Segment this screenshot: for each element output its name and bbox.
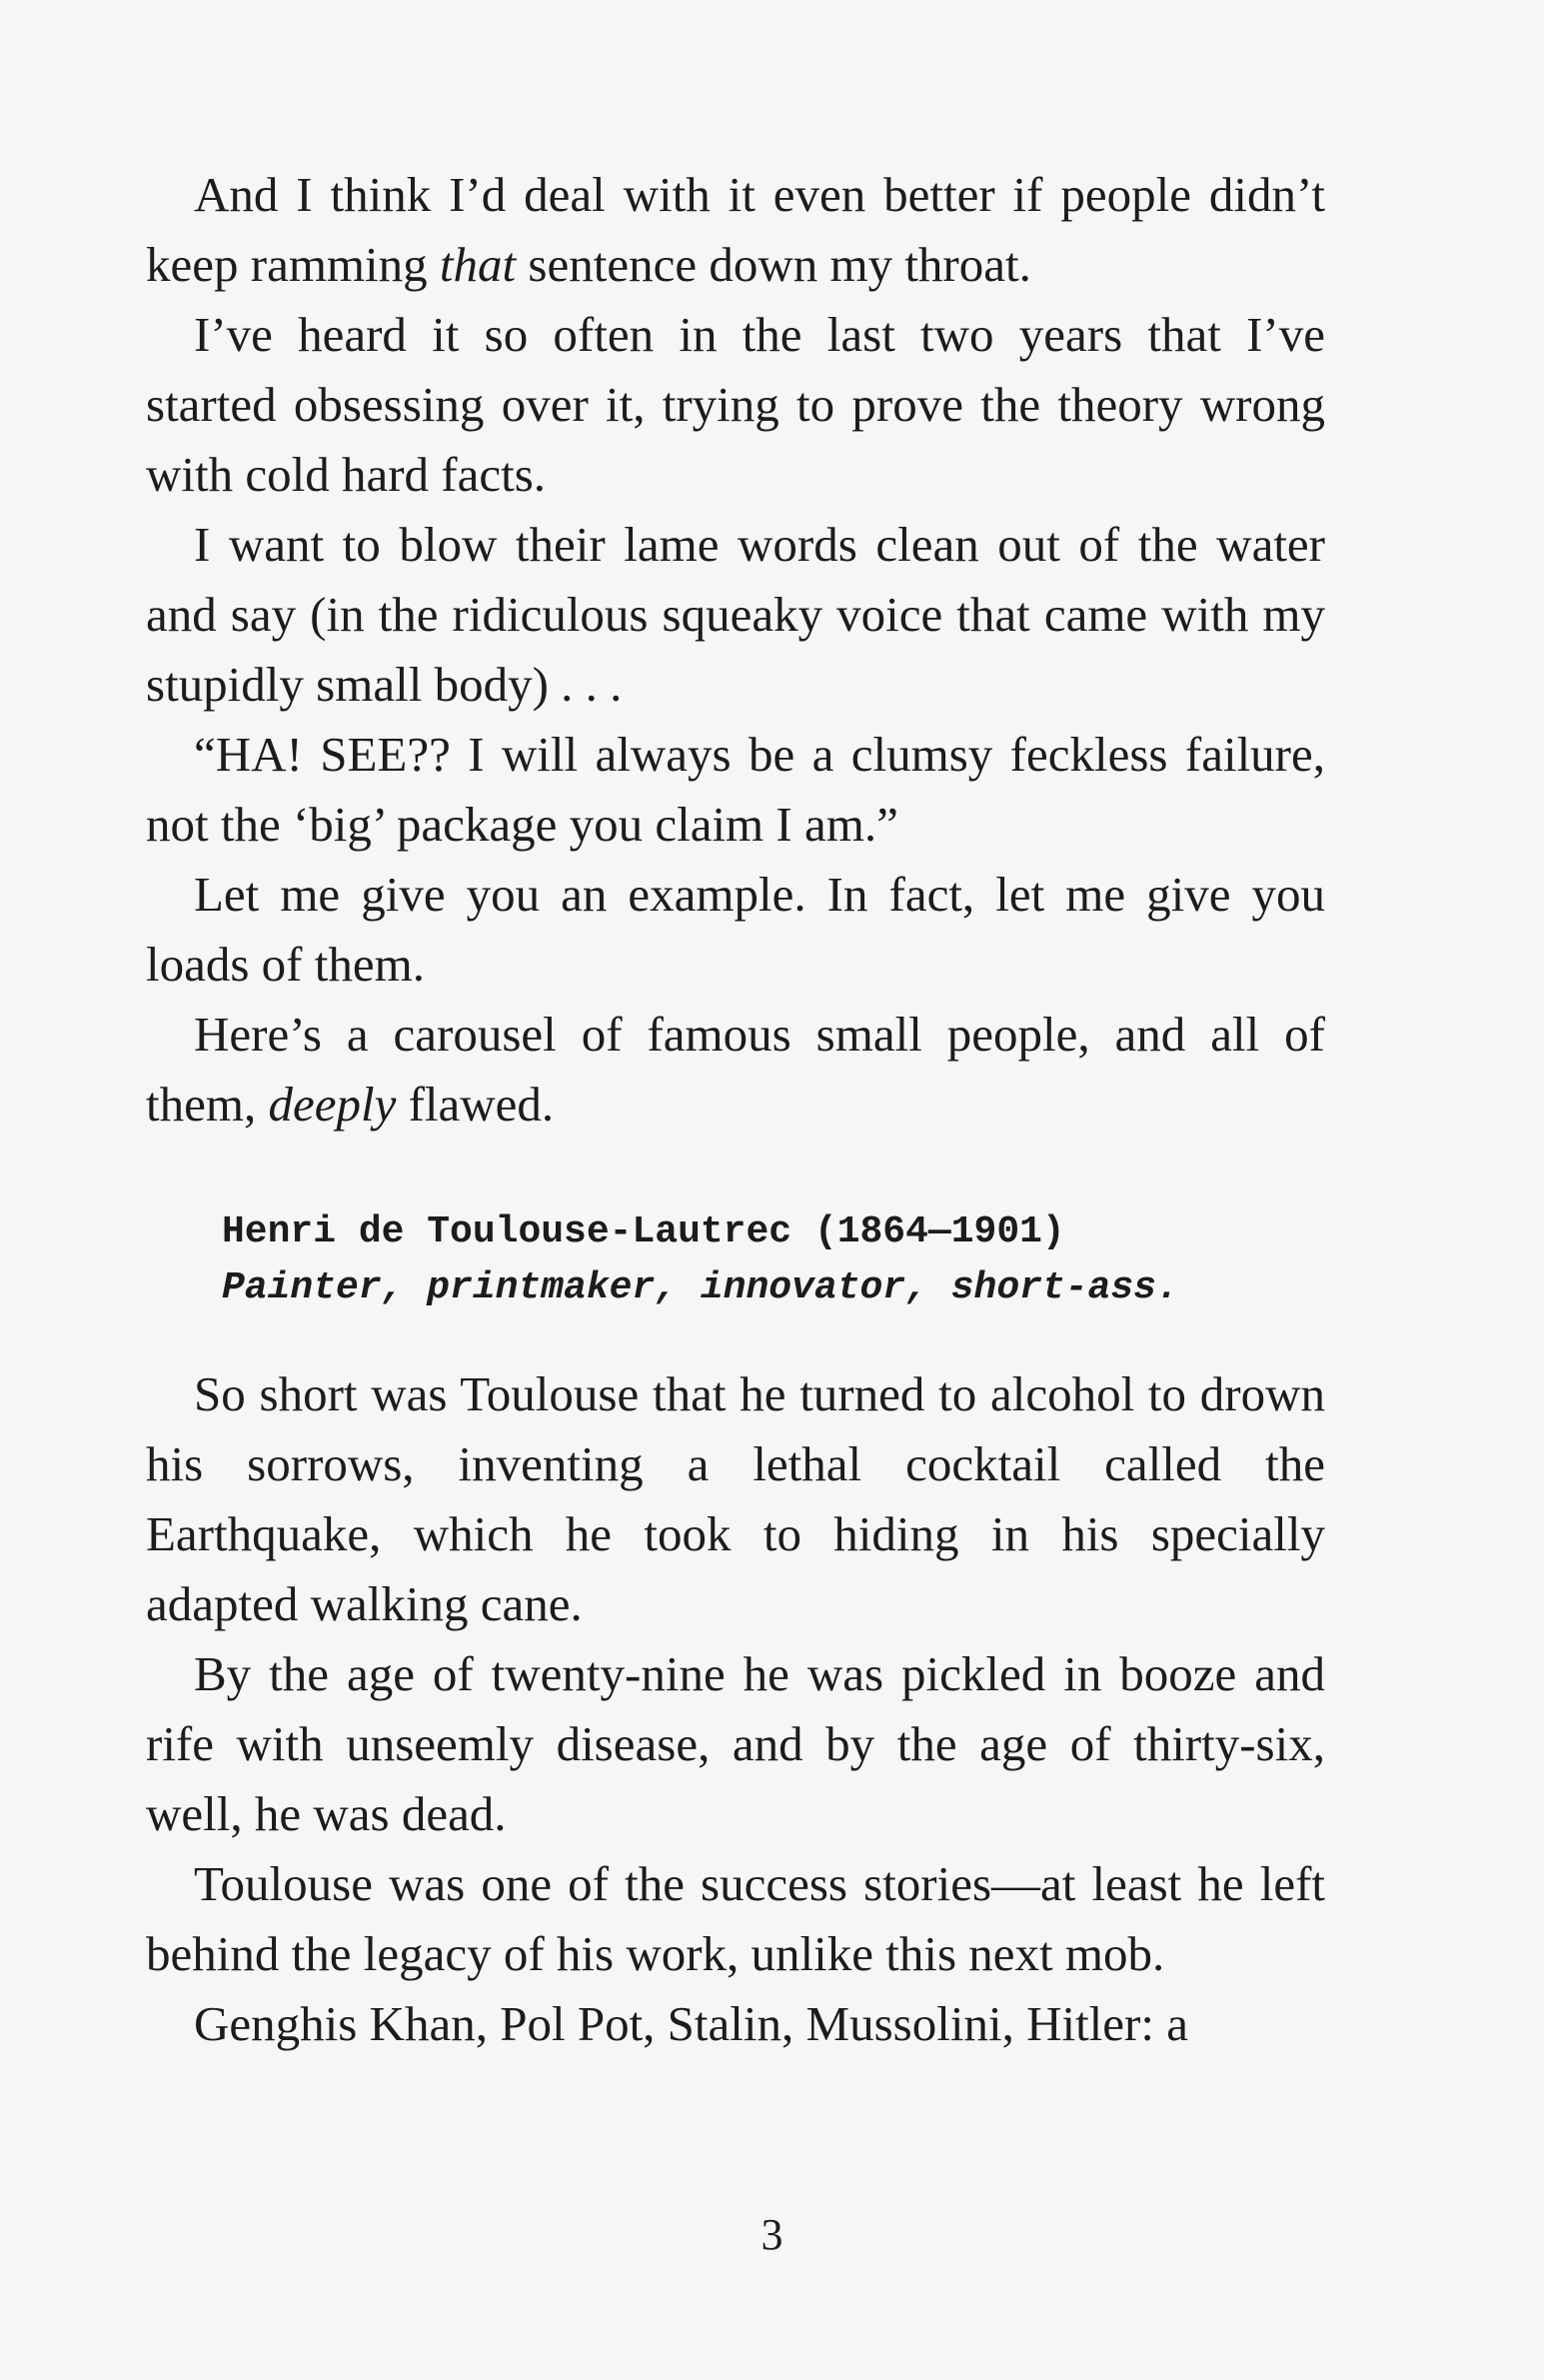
paragraph-1: And I think I’d deal with it even better if people didn’t keep ramming that sentence down my throat. xyxy=(146,167,1325,292)
top-text-block xyxy=(146,160,1325,1140)
caption-subtitle: Painter, printmaker, innovator, short-ass. xyxy=(222,1266,1179,1309)
paragraph-8: By the age of twenty-nine he was pickled in booze and rife with unseemly disease, and by the age of thirty-six, well, he was dead. xyxy=(146,1646,1325,1841)
paragraph-9: Toulouse was one of the success stories—at least he left behind the legacy of his work, unlike this next mob. xyxy=(146,1856,1325,1981)
paragraph-2: I’ve heard it so often in the last two years that I’ve started obsessing over it, trying to prove the theory wrong with cold hard facts. xyxy=(146,307,1325,502)
paragraph-5: Let me give you an example. In fact, let me give you loads of them. xyxy=(146,867,1325,992)
caption-block xyxy=(222,1204,1179,1316)
paragraph-3: I want to blow their lame words clean out of the water and say (in the ridiculous squeaky voice that came with my stupidly small body) . . . xyxy=(146,517,1325,712)
paragraph-7: So short was Toulouse that he turned to alcohol to drown his sorrows, inventing a lethal cocktail called the Earthquake, which he took to hiding in his specially adapted walking cane. xyxy=(146,1366,1325,1631)
paragraph-6: Here’s a carousel of famous small people, and all of them, deeply flawed. xyxy=(146,1007,1325,1132)
caption-title: Henri de Toulouse-Lautrec (1864—1901) xyxy=(222,1210,1065,1253)
paragraph-10: Genghis Khan, Pol Pot, Stalin, Mussolini, Hitler: a xyxy=(194,1996,1188,2051)
paragraph-4: “HA! SEE?? I will always be a clumsy feckless failure, not the ‘big’ package you claim I am.” xyxy=(146,727,1325,852)
page-number: 3 xyxy=(761,2210,783,2259)
bottom-text-block xyxy=(146,1359,1325,2059)
